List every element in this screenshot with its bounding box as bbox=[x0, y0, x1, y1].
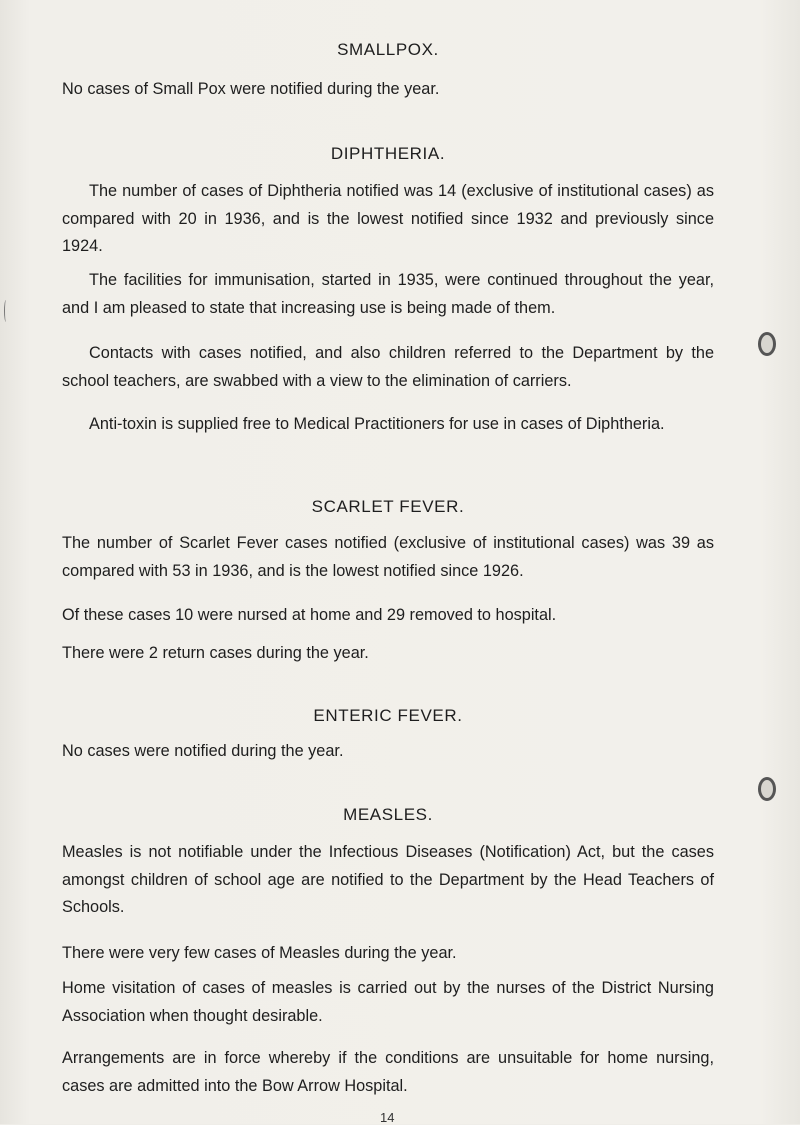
measles-paragraph-4: Arrangements are in force whereby if the conditions are unsuitable for home nursing, cases are admitted into the Bow Arrow Hospital. bbox=[62, 1049, 714, 1095]
smallpox-paragraph-1: No cases of Small Pox were notified during the year. bbox=[62, 80, 440, 98]
page-edge-mark bbox=[4, 300, 8, 322]
heading-diphtheria: DIPHTHERIA. bbox=[330, 144, 446, 163]
diphtheria-paragraph-1: The number of cases of Diphtheria notified was 14 (exclusive of institutional cases) as compared with 20 in 1936, and is the lowest notified since 1932 and previously since 1924. bbox=[62, 182, 714, 255]
binding-hole-icon bbox=[758, 777, 776, 801]
measles-paragraph-2: There were very few cases of Measles during the year. bbox=[62, 944, 457, 962]
diphtheria-paragraph-2: The facilities for immunisation, started in 1935, were continued throughout the year, and I am pleased to state that increasing use is being made of them. bbox=[62, 271, 714, 317]
heading-measles: MEASLES. bbox=[343, 805, 433, 824]
scarlet-fever-paragraph-3: There were 2 return cases during the year. bbox=[62, 644, 369, 662]
heading-scarlet-fever: SCARLET FEVER. bbox=[311, 497, 465, 516]
heading-enteric-fever: ENTERIC FEVER. bbox=[313, 706, 463, 725]
scarlet-fever-paragraph-2: Of these cases 10 were nursed at home and 29 removed to hospital. bbox=[62, 606, 557, 624]
diphtheria-paragraph-4: Anti-toxin is supplied free to Medical Practitioners for use in cases of Diphtheria. bbox=[89, 415, 665, 433]
enteric-fever-paragraph-1: No cases were notified during the year. bbox=[62, 742, 344, 760]
measles-paragraph-1: Measles is not notifiable under the Infectious Diseases (Notification) Act, but the cases amongst children of school age are notified to the Department by the Head Teachers of Schools. bbox=[62, 843, 714, 916]
scarlet-fever-paragraph-1: The number of Scarlet Fever cases notified (exclusive of institutional cases) was 39 as compared with 53 in 1936, and is the lowest notified since 1926. bbox=[62, 534, 714, 580]
diphtheria-paragraph-3: Contacts with cases notified, and also children referred to the Department by the school teachers, are swabbed with a view to the elimination of carriers. bbox=[62, 344, 714, 390]
heading-smallpox: SMALLPOX. bbox=[337, 40, 439, 59]
binding-hole-icon bbox=[758, 332, 776, 356]
measles-paragraph-3: Home visitation of cases of measles is carried out by the nurses of the District Nursing Association when thought desirable. bbox=[62, 979, 714, 1025]
page-number: 14 bbox=[380, 1110, 395, 1125]
